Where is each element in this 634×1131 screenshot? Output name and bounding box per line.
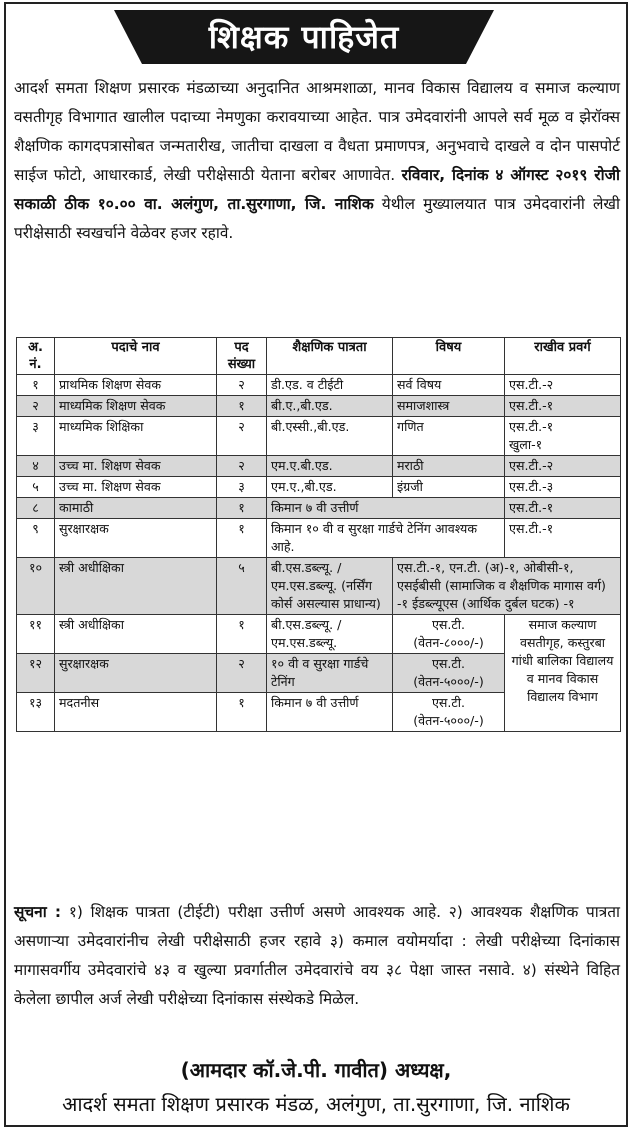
cell-qualification: एम.ए.बी.एड. <box>267 456 393 477</box>
cell-post: मदतनीस <box>55 693 217 732</box>
table-row <box>17 375 621 396</box>
cell-count: २ <box>217 375 267 396</box>
cell-post: स्त्री अधीक्षिका <box>55 615 217 654</box>
cell-qualification: किमान ७ वी उत्तीर्ण <box>267 693 393 732</box>
cell-subject: एस.टी. (वेतन-८०००/-) <box>393 615 505 654</box>
cell-serial: १३ <box>17 693 55 732</box>
cell-subject: एस.टी. (वेतन-५०००/-) <box>393 654 505 693</box>
cell-qualification: बी.ए.,बी.एड. <box>267 396 393 417</box>
cell-count: १ <box>217 498 267 519</box>
table-row <box>17 396 621 417</box>
notice-paragraph <box>14 898 620 1014</box>
cell-serial: ८ <box>17 498 55 519</box>
cell-post: उच्च मा. शिक्षण सेवक <box>55 477 217 498</box>
table-header-row <box>17 338 621 375</box>
cell-qualification: किमान ७ वी उत्तीर्ण <box>267 498 505 519</box>
cell-subject: गणित <box>393 417 505 456</box>
notice-label: सूचना : <box>14 903 62 921</box>
table-row <box>17 519 621 558</box>
cell-serial: ११ <box>17 615 55 654</box>
table-row <box>17 477 621 498</box>
cell-post: उच्च मा. शिक्षण सेवक <box>55 456 217 477</box>
header-post: पदाचे नाव <box>55 338 217 375</box>
cell-reservation <box>505 417 621 456</box>
cell-reservation: एस.टी.-१, एन.टी. (अ)-१, ओबीसी-१, एसईबीसी (सामाजिक व शैक्षणिक मागास वर्ग) -१ ईडब्ल्यूएस (आर्थिक दुर्बल घटक) -१ <box>393 558 621 615</box>
cell-post: स्त्री अधीक्षिका <box>55 558 217 615</box>
cell-qualification: किमान १० वी व सुरक्षा गार्डचे टेनिंग आवश्यक आहे. <box>267 519 505 558</box>
cell-subject: इंग्रजी <box>393 477 505 498</box>
cell-serial: १० <box>17 558 55 615</box>
cell-qualification: डी.एड. व टीईटी <box>267 375 393 396</box>
cell-reservation: एस.टी.-१ <box>505 396 621 417</box>
cell-department: समाज कल्याण वसतीगृह, कस्तुरबा गांधी बालिका विद्यालय व मानव विकास विद्यालय विभाग <box>505 615 621 732</box>
cell-count: १ <box>217 615 267 654</box>
cell-qualification: बी.एस.डब्ल्यू. / एम.एस.डब्ल्यू. (नर्सिंग कोर्स असल्यास प्राधान्य) <box>267 558 393 615</box>
table-row <box>17 417 621 456</box>
cell-count: ५ <box>217 558 267 615</box>
cell-subject: समाजशास्त्र <box>393 396 505 417</box>
cell-post: सुरक्षारक्षक <box>55 519 217 558</box>
cell-serial: १ <box>17 375 55 396</box>
notice-text: १) शिक्षक पात्रता (टीईटी) परीक्षा उत्तीर्ण असणे आवश्यक आहे. २) आवश्यक शैक्षणिक पात्रता असणाऱ्या उमेदवारांनीच लेखी परीक्षेसाठी हजर रहावे ३) कमाल वयोमर्यादा : लेखी परीक्षेच्या दिनांकास मागासवर्गीय उमेदवारांचे ४३ व खुल्या प्रवर्गातील उमेदवारांचे वय ३८ पेक्षा जास्त नसावे. ४) संस्थेने विहित केलेला छापील अर्ज लेखी परीक्षेच्या दिनांकास संस्थेकडे मिळेल. <box>14 903 620 1008</box>
cell-subject: सर्व विषय <box>393 375 505 396</box>
cell-qualification: बी.एस.डब्ल्यू. / एम.एस.डब्ल्यू. <box>267 615 393 654</box>
cell-serial: ९ <box>17 519 55 558</box>
table-row <box>17 558 621 615</box>
organization-address: आदर्श समता शिक्षण प्रसारक मंडळ, अलंगुण, ता.सुरगाणा, जि. नाशिक <box>62 1092 570 1116</box>
cell-serial: ४ <box>17 456 55 477</box>
intro-paragraph <box>14 74 620 248</box>
advertisement-page <box>4 2 628 1127</box>
cell-post: माध्यमिक शिक्षिका <box>55 417 217 456</box>
cell-count: १ <box>217 396 267 417</box>
cell-reservation: एस.टी.-२ <box>505 456 621 477</box>
header-qualification: शैक्षणिक पात्रता <box>267 338 393 375</box>
title-banner <box>114 10 494 64</box>
cell-count: २ <box>217 417 267 456</box>
cell-count: ३ <box>217 477 267 498</box>
signatory-name: (आमदार कॉ.जे.पी. गावीत) अध्यक्ष, <box>180 1058 452 1082</box>
cell-count: २ <box>217 456 267 477</box>
table-row <box>17 615 621 654</box>
cell-qualification: १० वी व सुरक्षा गार्डचे टेनिंग <box>267 654 393 693</box>
cell-count: २ <box>217 654 267 693</box>
posts-table <box>16 337 621 732</box>
header-subject: विषय <box>393 338 505 375</box>
cell-qualification: बी.एस्सी.,बी.एड. <box>267 417 393 456</box>
cell-serial: ५ <box>17 477 55 498</box>
cell-reservation: एस.टी.-१ <box>505 498 621 519</box>
header-count: पद संख्या <box>217 338 267 375</box>
cell-post: सुरक्षारक्षक <box>55 654 217 693</box>
page-title: शिक्षक पाहिजेत <box>208 18 400 56</box>
cell-reservation: एस.टी.-१ <box>505 519 621 558</box>
cell-post: प्राथमिक शिक्षण सेवक <box>55 375 217 396</box>
cell-post: माध्यमिक शिक्षण सेवक <box>55 396 217 417</box>
table-row <box>17 498 621 519</box>
cell-count: १ <box>217 519 267 558</box>
cell-count: १ <box>217 693 267 732</box>
cell-serial: ३ <box>17 417 55 456</box>
header-reservation: राखीव प्रवर्ग <box>505 338 621 375</box>
cell-serial: १२ <box>17 654 55 693</box>
cell-post: कामाठी <box>55 498 217 519</box>
cell-serial: २ <box>17 396 55 417</box>
reservation-line: एस.टी.-१ <box>509 419 554 434</box>
intro-text: आदर्श समता शिक्षण प्रसारक मंडळाच्या अनुदानित आश्रमशाळा, मानव विकास विद्यालय व समाज कल्याण वसतीगृह विभागात खालील पदाच्या नेमणुका करावयाच्या आहेत. पात्र उमेदवारांनी आपले सर्व मूळ व झेरॉक्स शैक्षणिक कागदपत्रासोबत जन्मतारीख, जातीचा दाखला व वैधता प्रमाणपत्र, अनुभवाचे दाखले व दोन पासपोर्ट साईज फोटो, आधारकार्ड, लेखी परीक्षेसाठी येताना बरोबर आणावेत. <box>14 79 620 184</box>
cell-reservation: एस.टी.-३ <box>505 477 621 498</box>
cell-qualification: एम.ए.,बी.एड. <box>267 477 393 498</box>
header-serial: अ. नं. <box>17 338 55 375</box>
reservation-line: खुला-१ <box>509 437 543 452</box>
cell-subject: एस.टी. (वेतन-५०००/-) <box>393 693 505 732</box>
exam-date-text: रविवार, दिनांक ४ ऑगस्ट २०१९ रोजी सकाळी ठीक १०.०० वा. अलंगुण, ता.सुरगाणा, जि. नाशिक <box>14 166 620 213</box>
cell-subject: मराठी <box>393 456 505 477</box>
table-row <box>17 456 621 477</box>
intro-text-end: येथील मुख्यालयात पात्र उमेदवारांनी लेखी परीक्षेसाठी स्वखर्चाने वेळेवर हजर रहावे. <box>14 195 621 242</box>
cell-reservation: एस.टी.-२ <box>505 375 621 396</box>
